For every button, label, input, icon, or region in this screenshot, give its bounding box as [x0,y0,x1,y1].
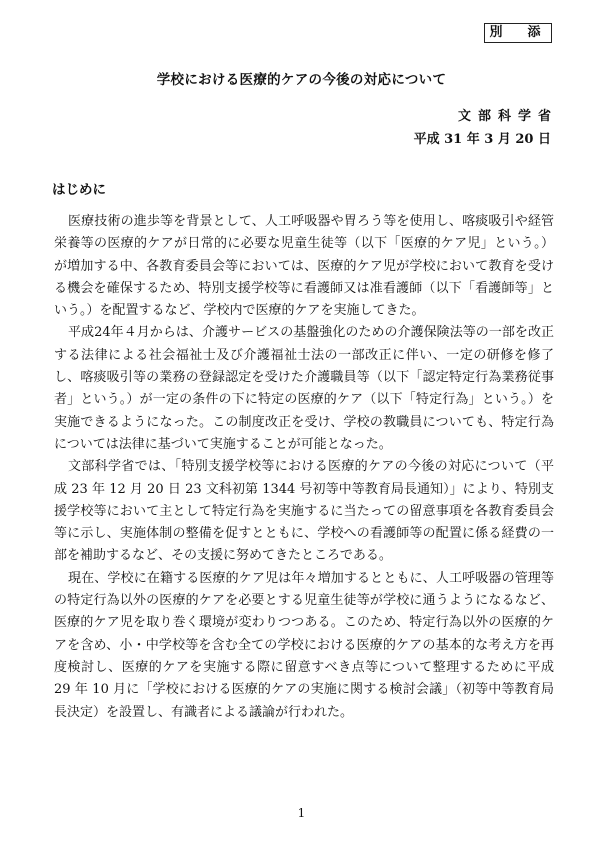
paragraph: 文部科学省では、「特別支援学校等における医療的ケアの今後の対応について（平成 23 年 12 月 20 日 23 文科初第 1344 号初等中等教育局長通知）」により、特別支援学校等において主として特定行為を実施するに当たっての留意事項を各教育委員会等に示し、実施体制の整備を促すとともに、学校への看護師等の配置に係る経費の一部を補助するなど、その支援に努めてきたところである。 [54,459,554,564]
issuer-block [413,105,558,151]
issuer-organization: 文部科学省 [457,109,558,124]
issue-date: 平成 31 年 3 月 20 日 [413,132,551,147]
page-number: 1 [297,806,306,820]
section-heading: はじめに [52,182,106,198]
document-title: 学校における医療的ケアの今後の対応について [156,72,447,88]
paragraph: 現在、学校に在籍する医療的ケア児は年々増加するとともに、人工呼吸器の管理等の特定行為以外の医療的ケアを必要とする児童生徒等が学校に通うようになるなど、医療的ケア児を取り巻く環境が変わりつつある。このため、特定行為以外の医療的ケアを含め、小・中学校等を含む全ての学校における医療的ケアの基本的な考え方を再度検討し、医療的ケアを実施する際に留意すべき点等について整理するために平成 29 年 10 月に「学校における医療的ケアの実施に関する検討会議」（初等中等教育局長決定）を設置し、有識者による議論が行われた。 [54,570,554,720]
body-text [54,211,554,724]
paragraph: 平成24年４月からは、介護サービスの基盤強化のための介護保険法等の一部を改正する法律による社会福祉士及び介護福祉士法の一部改正に伴い、一定の研修を修了し、喀痰吸引等の業務の登録認定を受けた介護職員等（以下「認定特定行為業務従事者」という。）が一定の条件の下に特定の医療的ケア（以下「特定行為」という。）を実施できるようになった。この制度改正を受け、学校の教職員についても、特定行為については法律に基づいて実施することが可能となった。 [54,325,554,452]
paragraph: 医療技術の進歩等を背景として、人工呼吸器や胃ろう等を使用し、喀痰吸引や経管栄養等の医療的ケアが日常的に必要な児童生徒等（以下「医療的ケア児」という。）が増加する中、各教育委員会等においては、医療的ケア児が学校において教育を受ける機会を確保するため、特別支援学校等に看護師又は准看護師（以下「看護師等」という。）を配置するなど、学校内で医療的ケアを実施してきた。 [54,214,554,319]
attachment-label: 別 添 [484,23,552,43]
